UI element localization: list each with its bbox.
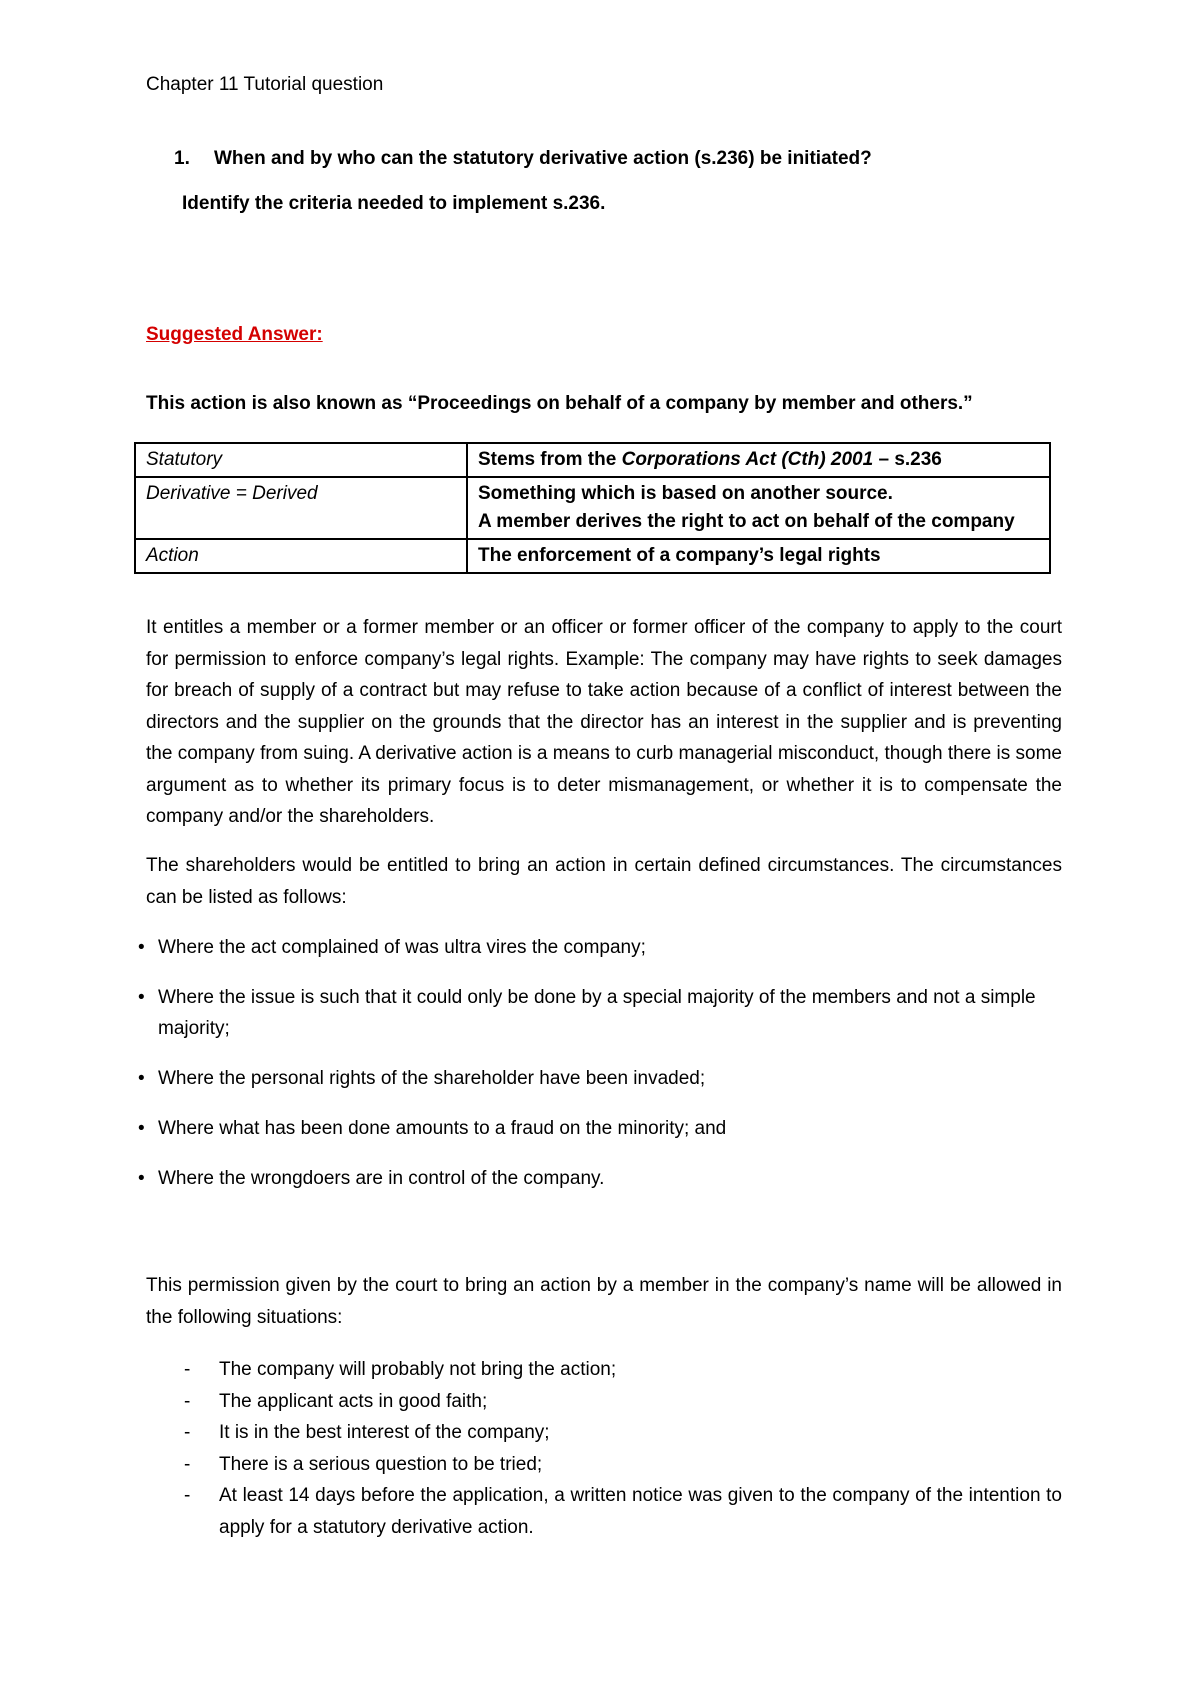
desc-line: A member derives the right to act on behalf of the company bbox=[478, 511, 1015, 532]
desc-line: Something which is based on another source. bbox=[478, 483, 893, 504]
table-desc bbox=[467, 477, 1050, 539]
question-number: 1. bbox=[174, 148, 190, 169]
list-item: • Where the issue is such that it could only be done by a special majority of the members and not a simple majority; bbox=[138, 982, 1062, 1044]
list-item: • Where what has been done amounts to a fraud on the minority; and bbox=[138, 1113, 1062, 1144]
list-item: - The company will probably not bring the action; bbox=[184, 1354, 1062, 1386]
question-1 bbox=[174, 148, 872, 170]
suggested-answer-heading: Suggested Answer: bbox=[146, 324, 323, 345]
table-term: Derivative = Derived bbox=[135, 477, 467, 539]
question-criteria: Identify the criteria needed to implement s.236. bbox=[182, 193, 606, 214]
list-item: • Where the wrongdoers are in control of the company. bbox=[138, 1163, 1062, 1194]
list-item: - There is a serious question to be tried; bbox=[184, 1449, 1062, 1481]
also-known-as: This action is also known as “Proceedings on behalf of a company by member and others.” bbox=[146, 393, 973, 414]
paragraph-permission: This permission given by the court to bring an action by a member in the company’s name will be allowed in the following situations: bbox=[146, 1275, 1062, 1328]
page-header: Chapter 11 Tutorial question bbox=[146, 74, 384, 95]
list-item: - At least 14 days before the application, a written notice was given to the company of the intention to apply for a statutory derivative action. bbox=[184, 1480, 1062, 1543]
table-desc: The enforcement of a company’s legal rights bbox=[467, 539, 1050, 573]
list-item: • Where the personal rights of the shareholder have been invaded; bbox=[138, 1063, 1062, 1094]
question-text: When and by who can the statutory derivative action (s.236) be initiated? bbox=[214, 148, 872, 169]
list-item: • Where the act complained of was ultra vires the company; bbox=[138, 932, 1062, 963]
circumstances-list bbox=[138, 932, 1062, 1213]
table-row bbox=[135, 539, 1050, 573]
table-row bbox=[135, 477, 1050, 539]
table-row bbox=[135, 443, 1050, 477]
situations-list bbox=[184, 1354, 1062, 1543]
list-item: - The applicant acts in good faith; bbox=[184, 1386, 1062, 1418]
table-term: Action bbox=[135, 539, 467, 573]
list-item: - It is in the best interest of the company; bbox=[184, 1417, 1062, 1449]
paragraph-circumstances: The shareholders would be entitled to bring an action in certain defined circumstances. The circumstances can be listed as follows: bbox=[146, 855, 1062, 908]
table-term: Statutory bbox=[135, 443, 467, 477]
table-desc: Stems from the Corporations Act (Cth) 2001 – s.236 bbox=[467, 443, 1050, 477]
paragraph-entitlement: It entitles a member or a former member or an officer or former officer of the company to apply to the court for permission to enforce company’s legal rights. Example: The company may have rights to seek damages for breach of supply of a contract but may refuse to take action because of a conflict of interest between the directors and the supplier on the grounds that the director has an interest in the supplier and is preventing the company from suing. A derivative action is a means to curb managerial misconduct, though there is some argument as to whether its primary focus is to deter mismanagement, or whether it is to compensate the company and/or the shareholders. bbox=[146, 617, 1062, 827]
definitions-table bbox=[134, 442, 1051, 574]
act-title: Corporations Act (Cth) 2001 bbox=[621, 449, 874, 470]
